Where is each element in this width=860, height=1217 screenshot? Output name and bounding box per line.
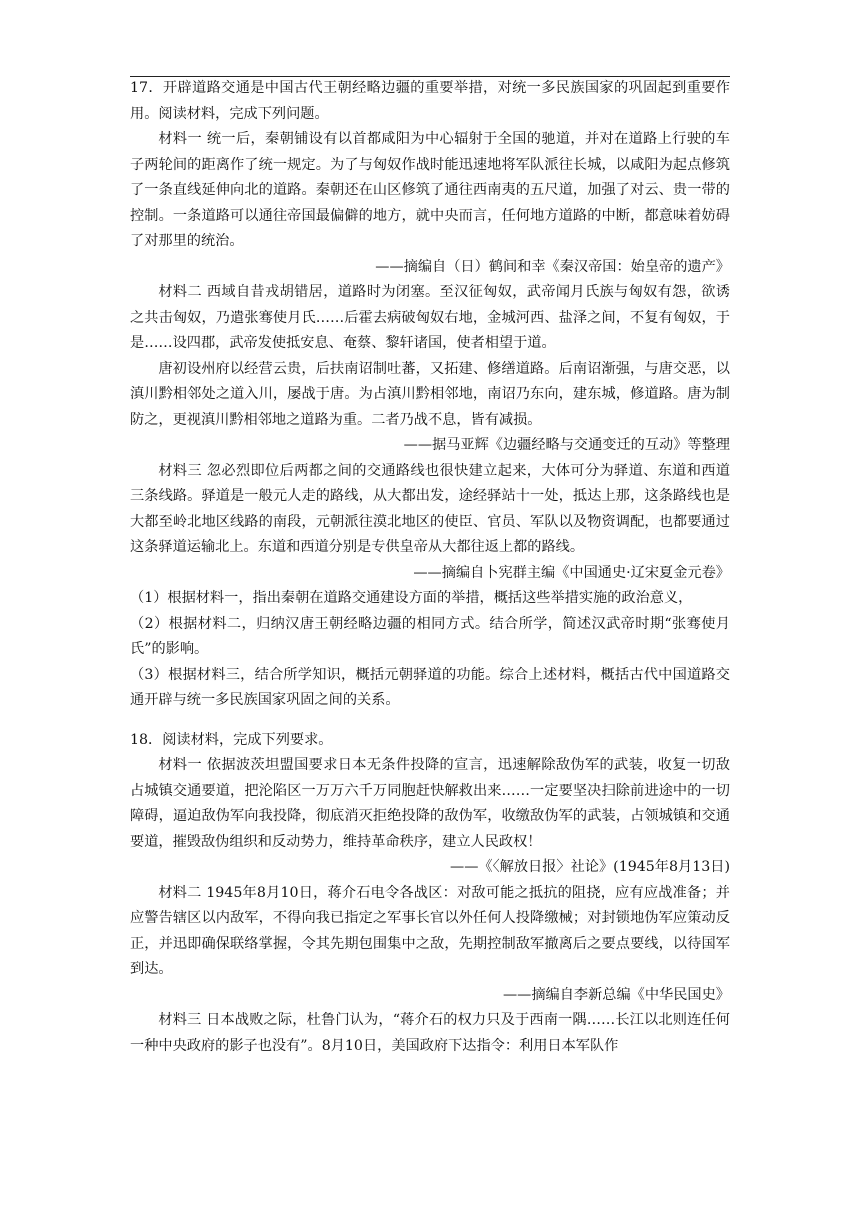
q18-material-2: 材料二 1945年8月10日，蒋介石电令各战区：对敌可能之抵抗的阻挠，应有应战准备；并应警告辖区以内敌军，不得向我已指定之军事长官以外任何人投降缴械；对封锁地伪军应策动反正，并迅即确保联络掌握，令其先期包围集中之敌，先期控制敌军撤离后之要点要线，以待国军到达。 (130, 884, 730, 977)
q17-source-1: ——摘编自（日）鹤间和幸《秦汉帝国：始皇帝的遗产》 (375, 258, 730, 275)
question-18-stem: 18．阅读材料，完成下列要求。 (130, 731, 333, 748)
q17-material-3: 材料三 忽必烈即位后两都之间的交通路线也很快建立起来，大体可分为驿道、东道和西道三条线路。驿道是一般元人走的路线，从大都出发，途经驿站十一处，抵达上那，这条路线也是大都至岭北地区线路的南段，元朝派往漠北地区的使臣、官员、军队以及物资调配，也都要通过这条驿道运输北上。东道和西道分别是专供皇帝从大都往返上都的路线。 (130, 462, 730, 555)
q17-material-1: 材料一 统一后，秦朝铺设有以首都咸阳为中心辐射于全国的驰道，并对在道路上行驶的车子两轮间的距离作了统一规定。为了与匈奴作战时能迅速地将军队派往长城，以咸阳为起点修筑了一条直线延伸向北的道路。秦朝还在山区修筑了通往西南夷的五尺道，加强了对云、贵一带的控制。一条道路可以通往帝国最偏僻的地方，就中央而言，任何地方道路的中断，都意味着妨碍了对那里的统治。 (130, 131, 730, 249)
exam-page (130, 76, 730, 1059)
q17-material-2b: 唐初设州府以经营云贵，后扶南诏制吐蕃，又拓建、修缮道路。后南诏渐强，与唐交恶，以滇川黔相邻处之道入川，屡战于唐。为占滇川黔相邻地，南诏乃东向，建东城，修道路。唐为制防之，更视滇川黔相邻地之道路为重。二者乃战不息，皆有减损。 (130, 360, 730, 428)
q17-subquestion-3: （3）根据材料三，结合所学知识，概括元朝驿道的功能。综合上述材料，概括古代中国道路交通开辟与统一多民族国家巩固之间的关系。 (130, 666, 730, 708)
q18-source-2: ——摘编自李新总编《中华民国史》 (502, 986, 730, 1003)
q17-subquestion-1: （1）根据材料一，指出秦朝在道路交通建设方面的举措，概括这些举措实施的政治意义， (130, 590, 693, 606)
q17-material-2a: 材料二 西域自昔戎胡错居，道路时为闭塞。至汉征匈奴，武帝闻月氏族与匈奴有怨，欲诱之共击匈奴，乃遣张骞使月氏……后霍去病破匈奴右地，金城河西、盐泽之间，不复有匈奴，于是……设四郡，武帝发使抵安息、奄蔡、黎轩诸国，使者相望于道。 (130, 284, 730, 351)
q18-source-1: ——《〈解放日报〉社论》(1945年8月13日) (450, 859, 730, 875)
question-17 (130, 76, 730, 714)
q18-material-1: 材料一 依据波茨坦盟国要求日本无条件投降的宣言，迅速解除敌伪军的武装，收复一切敌占城镇交通要道，把沦陷区一万万六千万同胞赶快解救出来……一定要坚决扫除前进途中的一切障碍，逼迫敌伪军向我投降，彻底消灭拒绝投降的敌伪军，收缴敌伪军的武装，占领城镇和交通要道，摧毁敌伪组织和反动势力，维持革命秩序，建立人民政权！ (130, 757, 730, 850)
q18-material-3: 材料三 日本战败之际，杜鲁门认为，“蒋介石的权力只及于西南一隅……长江以北则连任何一种中央政府的影子也没有”。8月10日，美国政府下达指令：利用日本军队作 (130, 1012, 730, 1054)
q17-subquestion-2: （2）根据材料二，归纳汉唐王朝经略边疆的相同方式。结合所学，简述汉武帝时期“张骞使月氏”的影响。 (130, 615, 730, 657)
q17-source-3: ——摘编自卜宪群主编《中国通史·辽宋夏金元卷》 (413, 564, 730, 581)
q17-source-2: ——据马亚辉《边疆经略与交通变迁的互动》等整理 (403, 437, 730, 453)
question-18 (130, 728, 730, 1060)
question-gap (130, 714, 730, 728)
question-17-stem: 17．开辟道路交通是中国古代王朝经略边疆的重要举措，对统一多民族国家的巩固起到重要作用。阅读材料，完成下列问题。 (130, 80, 730, 122)
